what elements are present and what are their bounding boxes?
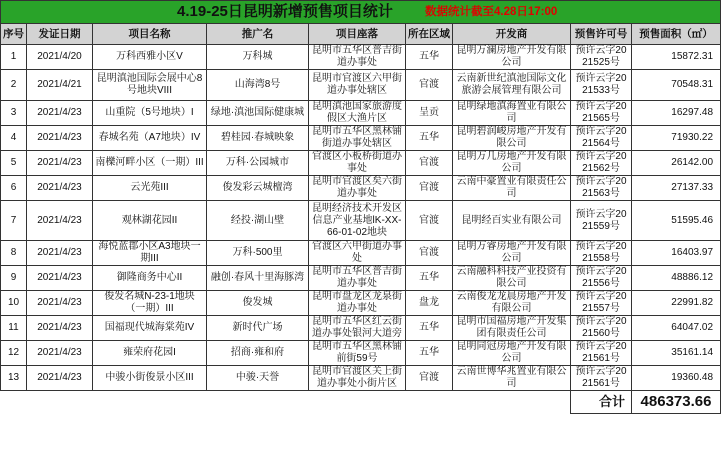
col-issue-date-cell: 2021/4/23 <box>27 151 93 176</box>
col-project-name-cell: 山重院（5号地块）I <box>93 101 207 126</box>
col-index-cell: 8 <box>1 241 27 266</box>
col-developer-cell: 昆明同冠房地产开发有限公司 <box>453 341 571 366</box>
col-location-cell: 昆明市官渡区六甲街道办事处辖区 <box>309 70 406 101</box>
col-issue-date-cell: 2021/4/23 <box>27 291 93 316</box>
table-row <box>1 291 721 316</box>
col-presale-area-cell: 71930.22 <box>632 126 721 151</box>
col-developer-cell: 昆明万澜房地产开发有限公司 <box>453 45 571 70</box>
col-index-cell: 6 <box>1 176 27 201</box>
title-row <box>1 1 721 24</box>
col-developer-cell: 云南俊龙龙晨房地产开发有限公司 <box>453 291 571 316</box>
col-issue-date-header: 发证日期 <box>27 24 93 45</box>
col-project-name-cell: 昆明滇池国际会展中心8号地块VIII <box>93 70 207 101</box>
col-permit-no-cell: 预许云字2021559号 <box>571 201 632 241</box>
col-project-name-cell: 中骏小街俊景小区III <box>93 366 207 391</box>
table-row <box>1 201 721 241</box>
col-index-cell: 10 <box>1 291 27 316</box>
col-presale-area-cell: 51595.46 <box>632 201 721 241</box>
col-permit-no-cell: 预许云字2021558号 <box>571 241 632 266</box>
col-developer-cell: 云南世博华兆置业有限公司 <box>453 366 571 391</box>
col-permit-no-cell: 预许云字2021556号 <box>571 266 632 291</box>
col-district-cell: 官渡 <box>406 151 453 176</box>
col-issue-date-cell: 2021/4/21 <box>27 70 93 101</box>
col-project-name-cell: 观林湖花园II <box>93 201 207 241</box>
table-row <box>1 316 721 341</box>
col-project-name-cell: 春城名苑（A7地块）IV <box>93 126 207 151</box>
table-row <box>1 366 721 391</box>
col-district-cell: 官渡 <box>406 201 453 241</box>
col-promo-name-cell: 碧桂园·春城映象 <box>207 126 309 151</box>
col-project-name-cell: 国福现代城海棠苑IV <box>93 316 207 341</box>
page-title: 4.19-25日昆明新增预售项目统计 <box>177 3 393 20</box>
col-developer-cell: 昆明碧润峻房地产开发有限公司 <box>453 126 571 151</box>
total-label: 合计 <box>571 391 632 414</box>
col-presale-area-cell: 70548.31 <box>632 70 721 101</box>
col-location-cell: 昆明市五华区黑林铺街道办事处辖区 <box>309 126 406 151</box>
col-presale-area-cell: 16297.48 <box>632 101 721 126</box>
col-presale-area-header: 预售面积（㎡） <box>632 24 721 45</box>
col-presale-area-cell: 26142.00 <box>632 151 721 176</box>
col-issue-date-cell: 2021/4/23 <box>27 176 93 201</box>
col-district-header: 所在区域 <box>406 24 453 45</box>
col-developer-cell: 昆明万几房地产开发有限公司 <box>453 151 571 176</box>
col-project-name-cell: 云光苑III <box>93 176 207 201</box>
col-district-cell: 官渡 <box>406 241 453 266</box>
col-location-cell: 官渡区六甲街道办事处 <box>309 241 406 266</box>
col-district-cell: 五华 <box>406 316 453 341</box>
col-developer-header: 开发商 <box>453 24 571 45</box>
col-issue-date-cell: 2021/4/23 <box>27 341 93 366</box>
col-promo-name-cell: 俊发彩云城檀湾 <box>207 176 309 201</box>
col-promo-name-cell: 俊发城 <box>207 291 309 316</box>
col-promo-name-cell: 山海湾8号 <box>207 70 309 101</box>
table-row <box>1 151 721 176</box>
col-presale-area-cell: 19360.48 <box>632 366 721 391</box>
col-promo-name-cell: 万科·公园城市 <box>207 151 309 176</box>
table-row <box>1 266 721 291</box>
col-permit-no-cell: 预许云字2021560号 <box>571 316 632 341</box>
col-project-name-cell: 御隆商务中心II <box>93 266 207 291</box>
col-index-cell: 9 <box>1 266 27 291</box>
col-developer-cell: 昆明绿地滇海置业有限公司 <box>453 101 571 126</box>
col-issue-date-cell: 2021/4/23 <box>27 101 93 126</box>
table-row <box>1 45 721 70</box>
col-issue-date-cell: 2021/4/23 <box>27 266 93 291</box>
table-row <box>1 70 721 101</box>
col-promo-name-cell: 绿地·滇池国际健康城 <box>207 101 309 126</box>
table-row <box>1 341 721 366</box>
col-promo-name-cell: 万科·500里 <box>207 241 309 266</box>
col-presale-area-cell: 35161.14 <box>632 341 721 366</box>
col-project-name-cell: 海悦蓝郡小区A3地块一期III <box>93 241 207 266</box>
col-issue-date-cell: 2021/4/23 <box>27 126 93 151</box>
col-location-cell: 昆明市五华区普吉街道办事处 <box>309 45 406 70</box>
col-promo-name-cell: 经投·湖山壁 <box>207 201 309 241</box>
col-location-cell: 昆明市五华区红云街道办事处银河大道旁 <box>309 316 406 341</box>
col-presale-area-cell: 64047.02 <box>632 316 721 341</box>
col-index-cell: 5 <box>1 151 27 176</box>
col-permit-no-cell: 预许云字2021525号 <box>571 45 632 70</box>
col-district-cell: 五华 <box>406 45 453 70</box>
col-index-cell: 13 <box>1 366 27 391</box>
col-promo-name-cell: 中骏·天誉 <box>207 366 309 391</box>
col-index-cell: 4 <box>1 126 27 151</box>
col-project-name-header: 项目名称 <box>93 24 207 45</box>
col-permit-no-cell: 预许云字2021562号 <box>571 151 632 176</box>
col-location-cell: 昆明市五华区黑林铺前街59号 <box>309 341 406 366</box>
col-developer-cell: 云南融科科技产业投资有限公司 <box>453 266 571 291</box>
col-developer-cell: 昆明万睿房地产开发有限公司 <box>453 241 571 266</box>
col-project-name-cell: 雍荣府花园I <box>93 341 207 366</box>
col-index-header: 序号 <box>1 24 27 45</box>
col-index-cell: 1 <box>1 45 27 70</box>
col-location-cell: 昆明滇池国家旅游度假区大渔片区 <box>309 101 406 126</box>
table-row <box>1 101 721 126</box>
col-project-name-cell: 俊发名城N-23-1地块（一期）III <box>93 291 207 316</box>
col-location-cell: 昆明市五华区普吉街道办事处 <box>309 266 406 291</box>
col-permit-no-cell: 预许云字2021533号 <box>571 70 632 101</box>
col-location-cell: 官渡区小板桥街道办事处 <box>309 151 406 176</box>
col-presale-area-cell: 48886.12 <box>632 266 721 291</box>
col-promo-name-cell: 融创·春风十里海豚湾 <box>207 266 309 291</box>
col-issue-date-cell: 2021/4/23 <box>27 201 93 241</box>
col-permit-no-cell: 预许云字2021557号 <box>571 291 632 316</box>
col-district-cell: 五华 <box>406 266 453 291</box>
table-row <box>1 241 721 266</box>
col-promo-name-cell: 新时代广场 <box>207 316 309 341</box>
col-developer-cell: 昆明经百实业有限公司 <box>453 201 571 241</box>
col-permit-no-header: 预售许可号 <box>571 24 632 45</box>
col-district-cell: 官渡 <box>406 70 453 101</box>
col-permit-no-cell: 预许云字2021561号 <box>571 341 632 366</box>
table-row <box>1 176 721 201</box>
col-issue-date-cell: 2021/4/20 <box>27 45 93 70</box>
col-project-name-cell: 南櫟河畔小区（一期）III <box>93 151 207 176</box>
data-cutoff-note: 数据统计截至4.28日17:00 <box>425 6 558 18</box>
col-issue-date-cell: 2021/4/23 <box>27 366 93 391</box>
col-promo-name-cell: 万科城 <box>207 45 309 70</box>
col-developer-cell: 云南中豪置业有限责任公司 <box>453 176 571 201</box>
col-index-cell: 2 <box>1 70 27 101</box>
col-project-name-cell: 万科西雅小区V <box>93 45 207 70</box>
header-row <box>1 24 721 45</box>
col-district-cell: 呈贡 <box>406 101 453 126</box>
col-location-cell: 昆明经济技术开发区信息产业基地lK-XX-66-01-02地块 <box>309 201 406 241</box>
total-row <box>1 391 721 414</box>
col-permit-no-cell: 预许云字2021565号 <box>571 101 632 126</box>
col-index-cell: 12 <box>1 341 27 366</box>
col-district-cell: 官渡 <box>406 366 453 391</box>
col-permit-no-cell: 预许云字2021561号 <box>571 366 632 391</box>
col-district-cell: 盘龙 <box>406 291 453 316</box>
col-location-cell: 昆明市盘龙区龙泉街道办事处 <box>309 291 406 316</box>
col-developer-cell: 昆明市国福房地产开发集团有限责任公司 <box>453 316 571 341</box>
col-developer-cell: 云南新世纪滇池国际文化旅游会展管理有限公司 <box>453 70 571 101</box>
col-district-cell: 官渡 <box>406 176 453 201</box>
col-index-cell: 3 <box>1 101 27 126</box>
col-promo-name-header: 推广名 <box>207 24 309 45</box>
col-promo-name-cell: 招商·雍和府 <box>207 341 309 366</box>
col-presale-area-cell: 16403.97 <box>632 241 721 266</box>
col-index-cell: 7 <box>1 201 27 241</box>
col-issue-date-cell: 2021/4/23 <box>27 316 93 341</box>
col-index-cell: 11 <box>1 316 27 341</box>
col-location-header: 项目座落 <box>309 24 406 45</box>
col-district-cell: 五华 <box>406 341 453 366</box>
total-value: 486373.66 <box>632 391 721 414</box>
col-presale-area-cell: 22991.82 <box>632 291 721 316</box>
col-issue-date-cell: 2021/4/23 <box>27 241 93 266</box>
col-permit-no-cell: 预许云字2021563号 <box>571 176 632 201</box>
col-location-cell: 昆明市官渡区关上街道办事处小街片区 <box>309 366 406 391</box>
table-row <box>1 126 721 151</box>
col-presale-area-cell: 27137.33 <box>632 176 721 201</box>
col-location-cell: 昆明市官渡区矣六街道办事处 <box>309 176 406 201</box>
col-presale-area-cell: 15872.31 <box>632 45 721 70</box>
col-district-cell: 五华 <box>406 126 453 151</box>
col-permit-no-cell: 预许云字2021564号 <box>571 126 632 151</box>
